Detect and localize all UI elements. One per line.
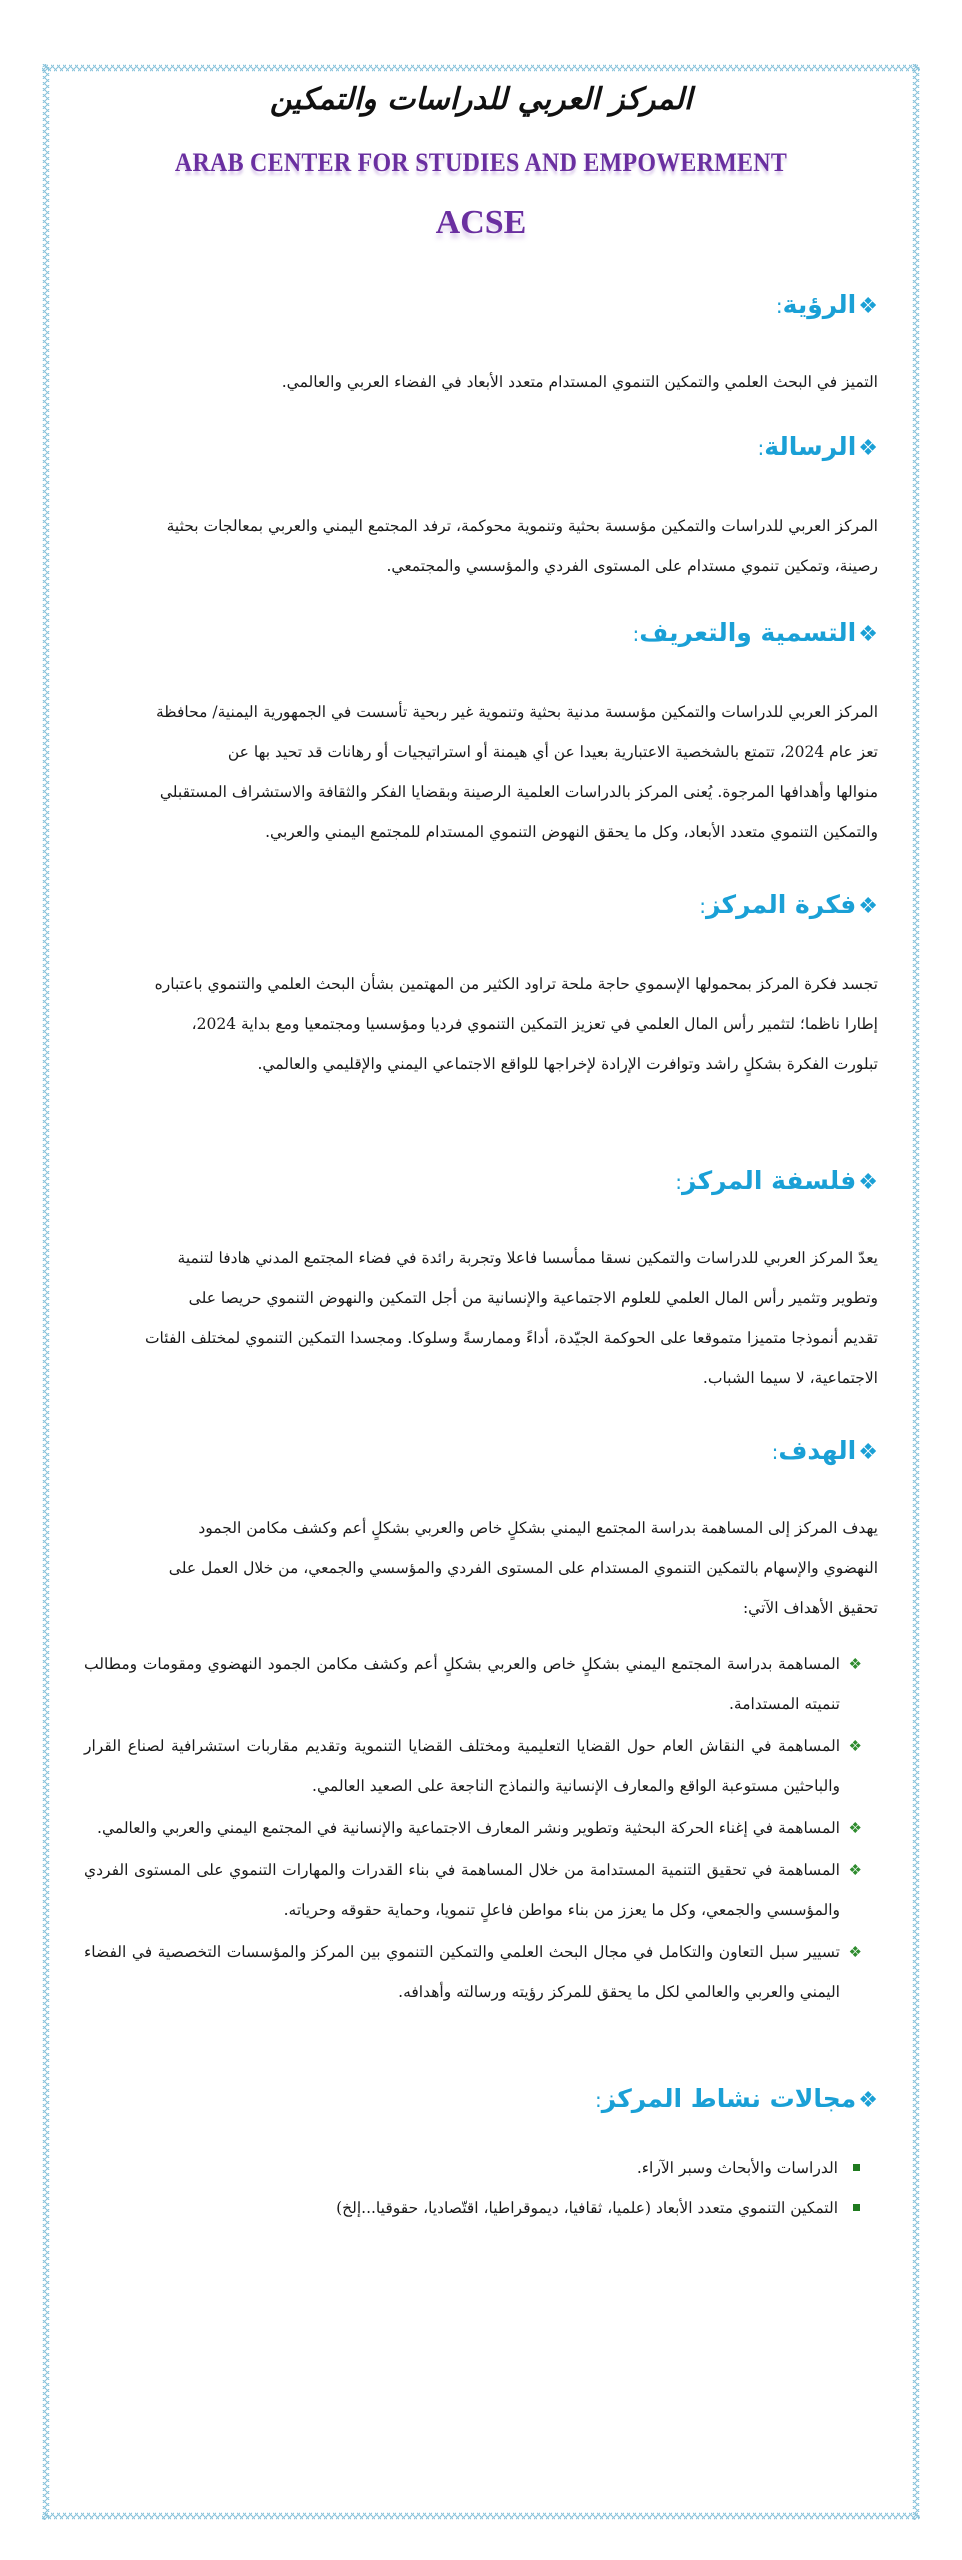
green-diamond-bullet-icon: ❖ (848, 1861, 862, 1879)
definition-text (84, 692, 878, 852)
section-title-philosophy: ❖فلسفة المركز: (675, 1166, 878, 1195)
text-line: تعز عام 2024، تتمتع بالشخصية الاعتبارية بعيدا عن أي هيمنة أو استراتيجيات أو رهانات قد تحيد بها عن (227, 743, 878, 761)
goals-list (84, 1644, 862, 2014)
text-line: الاجتماعية، لا سيما الشباب. (702, 1369, 878, 1387)
text-line: المركز العربي للدراسات والتمكين مؤسسة مدنية بحثية وتنموية غير ربحية تأسست في الجمهورية اليمنية/ محافظة (155, 703, 878, 721)
diamond-bullet-icon: ❖ (858, 294, 878, 319)
text-line: تقديم أنموذجا متميزا متموقعا على الحوكمة الجيّدة، أداءً وممارسةً وسلوكا. ومجسدا التمكين التنموي لمختلف الفئات (144, 1329, 878, 1347)
arabic-title: المركز العربي للدراسات والتمكين (269, 82, 693, 117)
section-title-text: فكرة المركز (705, 890, 857, 919)
field-item-text: الدراسات والأبحاث وسبر الآراء. (636, 2159, 838, 2177)
square-bullet-icon (853, 2164, 860, 2171)
section-title-text: الهدف (778, 1436, 857, 1465)
goal-item (84, 1644, 862, 1724)
vision-text (84, 362, 878, 402)
english-title: ARAB CENTER FOR STUDIES AND EMPOWERMENT (174, 148, 788, 177)
goal-item-text: المساهمة بدراسة المجتمع اليمني بشكلٍ خاص والعربي بشكلٍ أعم وكشف مكامن الجمود النهضوي ومقومات ومطالب تنميته المستدامة. (84, 1655, 840, 1713)
section-title-text: فلسفة المركز (682, 1166, 857, 1195)
diamond-bullet-icon: ❖ (858, 2088, 878, 2113)
diamond-bullet-icon: ❖ (858, 1170, 878, 1195)
field-item-text: التمكين التنموي متعدد الأبعاد (علميا، ثقافيا، ديموقراطيا، اقتّصاديا، حقوقيا...إلخ) (336, 2199, 838, 2217)
philosophy-text (84, 1238, 878, 1398)
section-title-mission: ❖الرسالة: (757, 432, 878, 461)
goal-item-text: المساهمة في النقاش العام حول القضايا التعليمية ومختلف القضايا التنموية وتقديم مقاربات استشرافية لصناع القرار والباحثين مستوعبة الواقع والمعارف الإنسانية والنماذج الناجعة على الصعيد العالمي. (84, 1737, 840, 1795)
field-item (84, 2148, 862, 2188)
green-diamond-bullet-icon: ❖ (848, 1655, 862, 1673)
text-line: تبلورت الفكرة بشكلٍ راشد وتوافرت الإرادة لإخراجها للواقع الاجتماعي اليمني والإقليمي والعالمي. (257, 1055, 878, 1073)
goal-item (84, 1850, 862, 1930)
goal-item-text: تسيير سبل التعاون والتكامل في مجال البحث العلمي والتمكين التنموي بين المركز والمؤسسات التخصصية في الفضاء اليمني والعربي والعالمي لكل ما يحقق للمركز رؤيته ورسالته وأهدافه. (84, 1943, 840, 2001)
section-title-text: التسمية والتعريف (639, 618, 857, 647)
text-line: والتمكين التنموي متعدد الأبعاد، وكل ما يحقق النهوض التنموي المستدام للمجتمع اليمني والعربي. (265, 823, 878, 841)
goal-item (84, 1932, 862, 2012)
section-title-fields: ❖مجالات نشاط المركز: (594, 2084, 878, 2113)
text-line: وتطوير وتثمير رأس المال العلمي للعلوم الاجتماعية والإنسانية من أجل التمكين والنهوض التنموي حريصا على (188, 1289, 878, 1307)
section-title-text: الرسالة (764, 432, 857, 461)
idea-text (84, 964, 878, 1084)
text-line: منوالها وأهدافها المرجوة. يُعنى المركز بالدراسات العلمية الرصينة وبقضايا الفكر والثقافة والاستشراف المستقبلي (159, 783, 878, 801)
field-item (84, 2188, 862, 2228)
text-line: إطارا ناظما؛ لتثمير رأس المال العلمي في تعزيز التمكين التنموي فرديا ومؤسسيا ومجتمعيا ومع بداية 2024، (191, 1015, 878, 1033)
goal-item-text: المساهمة في تحقيق التنمية المستدامة من خلال المساهمة في بناء القدرات والمهارات التنموي على المستوى الفردي والمؤسسي والجمعي، وكل ما يعزز من بناء مواطن فاعلٍ تنمويا، وحماية حقوقه وحرياته. (84, 1861, 840, 1919)
acronym: ACSE (435, 204, 527, 241)
diamond-bullet-icon: ❖ (858, 622, 878, 647)
goal-item (84, 1726, 862, 1806)
section-title-vision: ❖الرؤية: (775, 290, 878, 319)
border-left (42, 64, 50, 2520)
goal-item-text: المساهمة في إغناء الحركة البحثية وتطوير ونشر المعارف الاجتماعية والإنسانية في المجتمع اليمني والعربي والعالمي. (97, 1819, 840, 1837)
border-right (912, 64, 920, 2520)
section-title-idea: ❖فكرة المركز: (699, 890, 878, 919)
border-top (42, 64, 920, 72)
diamond-bullet-icon: ❖ (858, 894, 878, 919)
text-line: يهدف المركز إلى المساهمة بدراسة المجتمع اليمني بشكلٍ خاص والعربي بشكلٍ أعم وكشف مكامن الجمود (198, 1519, 878, 1537)
green-diamond-bullet-icon: ❖ (848, 1819, 862, 1837)
section-title-goal: ❖الهدف: (771, 1436, 878, 1465)
green-diamond-bullet-icon: ❖ (848, 1943, 862, 1961)
fields-list (84, 2148, 862, 2228)
text-line: يعدّ المركز العربي للدراسات والتمكين نسقا ممأسسا فاعلا وتجربة رائدة في فضاء المجتمع المدني هادفا لتنمية (177, 1249, 878, 1267)
section-title-text: الرؤية (782, 290, 857, 319)
section-title-definition: ❖التسمية والتعريف: (632, 618, 878, 647)
text-line: التميز في البحث العلمي والتمكين التنموي المستدام متعدد الأبعاد في الفضاء العربي والعالمي. (281, 373, 878, 391)
green-diamond-bullet-icon: ❖ (848, 1737, 862, 1755)
text-line: النهضوي والإسهام بالتمكين التنموي المستدام على المستوى الفردي والمؤسسي والجمعي، من خلال العمل على (168, 1559, 878, 1577)
goal-item (84, 1808, 862, 1848)
text-line: تحقيق الأهداف الآتي: (742, 1599, 878, 1617)
section-title-text: مجالات نشاط المركز (601, 2084, 857, 2113)
diamond-bullet-icon: ❖ (858, 1440, 878, 1465)
mission-text (84, 506, 878, 586)
goal-text (84, 1508, 878, 1628)
diamond-bullet-icon: ❖ (858, 436, 878, 461)
square-bullet-icon (853, 2204, 860, 2211)
text-line: تجسد فكرة المركز بمحمولها الإسموي حاجة ملحة تراود الكثير من المهتمين بشأن البحث العلمي والتنموي باعتباره (154, 975, 878, 993)
text-line: رصينة، وتمكين تنموي مستدام على المستوى الفردي والمؤسسي والمجتمعي. (386, 557, 878, 575)
border-bottom (42, 2512, 920, 2520)
text-line: المركز العربي للدراسات والتمكين مؤسسة بحثية وتنموية محوكمة، ترفد المجتمع اليمني والعربي بمعالجات بحثية (166, 517, 878, 535)
